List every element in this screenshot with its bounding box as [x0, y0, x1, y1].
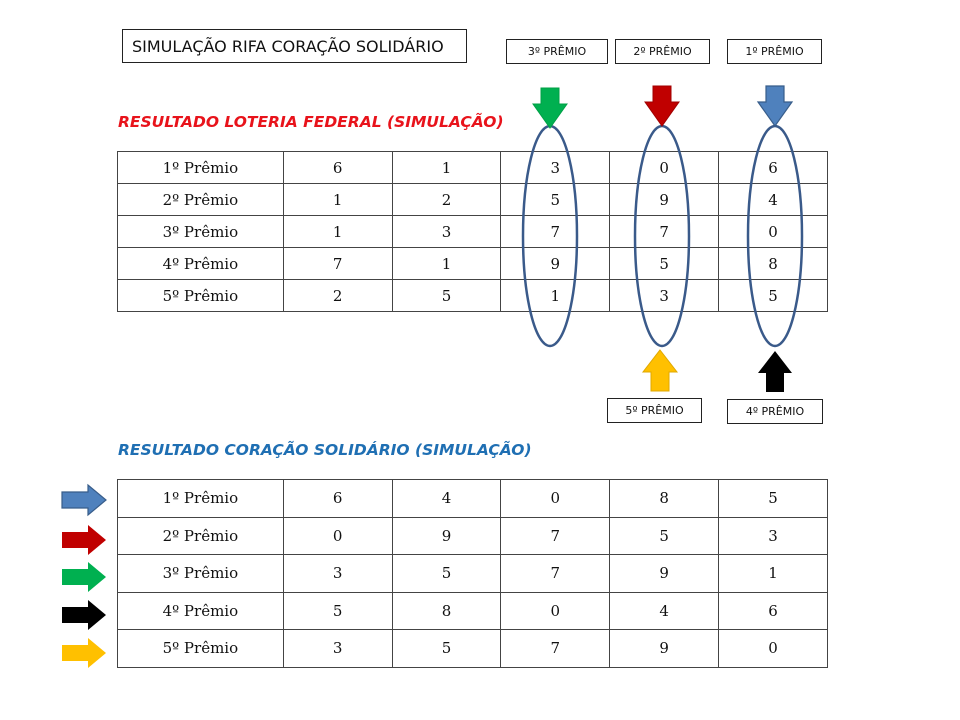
third-prize-label: 3º PRÊMIO — [506, 39, 608, 64]
row-label: 2º Prêmio — [118, 184, 284, 216]
digit-cell: 4 — [610, 592, 719, 630]
digit-cell: 1 — [392, 248, 501, 280]
digit-cell: 5 — [283, 592, 392, 630]
row-label: 4º Prêmio — [118, 592, 284, 630]
digit-cell: 7 — [610, 216, 719, 248]
digit-cell: 1 — [501, 280, 610, 312]
digit-cell: 1 — [283, 184, 392, 216]
digit-cell: 4 — [719, 184, 828, 216]
digit-cell: 3 — [610, 280, 719, 312]
digit-cell: 2 — [392, 184, 501, 216]
digit-cell: 7 — [501, 630, 610, 668]
digit-cell: 6 — [719, 152, 828, 184]
table-row — [118, 592, 828, 630]
digit-cell: 8 — [610, 480, 719, 518]
digit-cell: 5 — [719, 480, 828, 518]
row-label: 5º Prêmio — [118, 630, 284, 668]
digit-cell: 1 — [392, 152, 501, 184]
digit-cell: 9 — [501, 248, 610, 280]
row-label: 4º Prêmio — [118, 248, 284, 280]
digit-cell: 4 — [392, 480, 501, 518]
row-label: 5º Prêmio — [118, 280, 284, 312]
row-label: 3º Prêmio — [118, 216, 284, 248]
digit-cell: 8 — [719, 248, 828, 280]
table-row — [118, 152, 828, 184]
table-row — [118, 480, 828, 518]
red-down-arrow-icon — [645, 86, 679, 126]
second-prize-label: 2º PRÊMIO — [615, 39, 710, 64]
coracao-results-table — [117, 479, 828, 668]
digit-cell: 0 — [283, 517, 392, 555]
digit-cell: 9 — [392, 517, 501, 555]
federal-results-table — [117, 151, 828, 312]
table-row — [118, 555, 828, 593]
fourth-prize-label: 4º PRÊMIO — [727, 399, 823, 424]
table-row — [118, 184, 828, 216]
black-up-arrow-icon — [758, 351, 792, 392]
digit-cell: 9 — [610, 630, 719, 668]
page-title: SIMULAÇÃO RIFA CORAÇÃO SOLIDÁRIO — [122, 29, 467, 63]
first-prize-label: 1º PRÊMIO — [727, 39, 822, 64]
digit-cell: 7 — [501, 555, 610, 593]
digit-cell: 5 — [392, 280, 501, 312]
digit-cell: 5 — [392, 555, 501, 593]
digit-cell: 3 — [719, 517, 828, 555]
federal-lottery-heading: RESULTADO LOTERIA FEDERAL (SIMULAÇÃO) — [118, 113, 504, 131]
digit-cell: 7 — [283, 248, 392, 280]
digit-cell: 5 — [392, 630, 501, 668]
digit-cell: 3 — [501, 152, 610, 184]
table-row — [118, 517, 828, 555]
green-down-arrow-icon — [533, 88, 567, 128]
table-row — [118, 630, 828, 668]
digit-cell: 9 — [610, 184, 719, 216]
digit-cell: 5 — [501, 184, 610, 216]
digit-cell: 0 — [610, 152, 719, 184]
row-label: 2º Prêmio — [118, 517, 284, 555]
table-row — [118, 216, 828, 248]
digit-cell: 8 — [392, 592, 501, 630]
black-right-arrow-icon — [62, 600, 106, 630]
digit-cell: 7 — [501, 216, 610, 248]
digit-cell: 1 — [283, 216, 392, 248]
blue-down-arrow-icon — [758, 86, 792, 126]
green-right-arrow-icon — [62, 562, 106, 592]
digit-cell: 3 — [283, 555, 392, 593]
digit-cell: 0 — [719, 216, 828, 248]
digit-cell: 5 — [610, 517, 719, 555]
row-label: 3º Prêmio — [118, 555, 284, 593]
table-row — [118, 280, 828, 312]
digit-cell: 5 — [719, 280, 828, 312]
digit-cell: 2 — [283, 280, 392, 312]
digit-cell: 3 — [392, 216, 501, 248]
row-label: 1º Prêmio — [118, 480, 284, 518]
fifth-prize-label: 5º PRÊMIO — [607, 398, 702, 423]
digit-cell: 5 — [610, 248, 719, 280]
yellow-right-arrow-icon — [62, 638, 106, 668]
row-label: 1º Prêmio — [118, 152, 284, 184]
coracao-solidario-heading: RESULTADO CORAÇÃO SOLIDÁRIO (SIMULAÇÃO) — [118, 441, 532, 459]
digit-cell: 0 — [501, 480, 610, 518]
digit-cell: 0 — [501, 592, 610, 630]
table-row — [118, 248, 828, 280]
digit-cell: 3 — [283, 630, 392, 668]
digit-cell: 6 — [719, 592, 828, 630]
digit-cell: 6 — [283, 480, 392, 518]
yellow-up-arrow-icon — [643, 350, 677, 391]
digit-cell: 1 — [719, 555, 828, 593]
digit-cell: 9 — [610, 555, 719, 593]
blue-right-arrow-icon — [62, 485, 106, 515]
digit-cell: 6 — [283, 152, 392, 184]
digit-cell: 7 — [501, 517, 610, 555]
red-right-arrow-icon — [62, 525, 106, 555]
digit-cell: 0 — [719, 630, 828, 668]
